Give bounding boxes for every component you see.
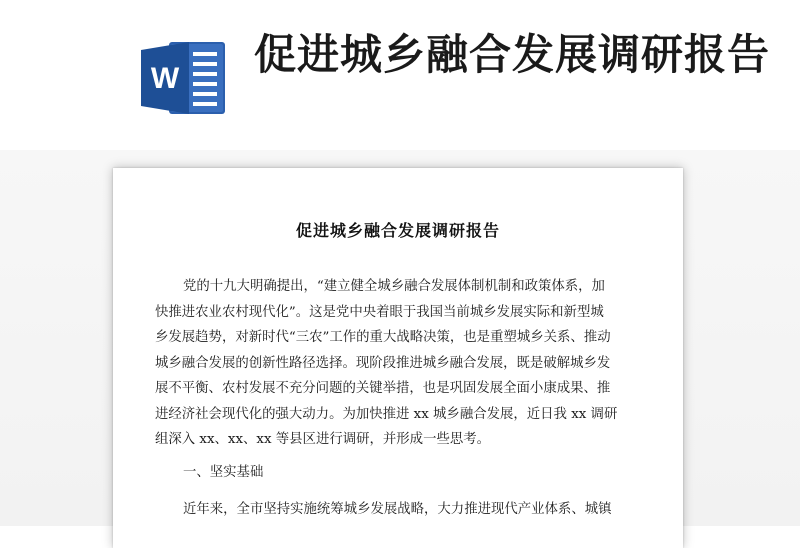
header-banner (0, 0, 800, 150)
paragraph-1 (155, 274, 645, 453)
document-title: 促进城乡融合发展调研报告 (295, 221, 500, 240)
paragraph-line: 组深入 xx、xx、xx 等县区进行调研，并形成一些思考。 (155, 432, 491, 447)
paragraph-line: 展不平衡、农村发展不充分问题的关键举措，也是巩固发展全面小康成果、推 (155, 381, 611, 396)
paragraph-line: 进经济社会现代化的强大动力。为加快推进 xx 城乡融合发展，近日我 xx 调研 (155, 406, 618, 422)
paragraph-line: 乡发展趋势，对新时代“三农”工作的重大战略决策，也是重塑城乡关系、推动 (155, 330, 611, 345)
word-icon-letter: W (150, 62, 180, 95)
section-heading: 一、坚实基础 (183, 465, 264, 480)
paragraph-line: 近年来，全市坚持实施统筹城乡发展战略，大力推进现代产业体系、城镇 (183, 502, 612, 517)
word-icon (139, 36, 231, 120)
page-title: 促进城乡融合发展调研报告 (254, 30, 771, 79)
paragraph-line: 城乡融合发展的创新性路径选择。现阶段推进城乡融合发展，既是破解城乡发 (155, 355, 611, 371)
paragraph-line: 党的十九大明确提出，“建立健全城乡融合发展体制机制和政策体系，加 (183, 279, 605, 294)
paragraph-line: 快推进农业农村现代化”。这是党中央着眼于我国当前城乡发展实际和新型城 (155, 304, 604, 320)
paragraph-2 (155, 497, 645, 523)
document-page (113, 168, 683, 548)
